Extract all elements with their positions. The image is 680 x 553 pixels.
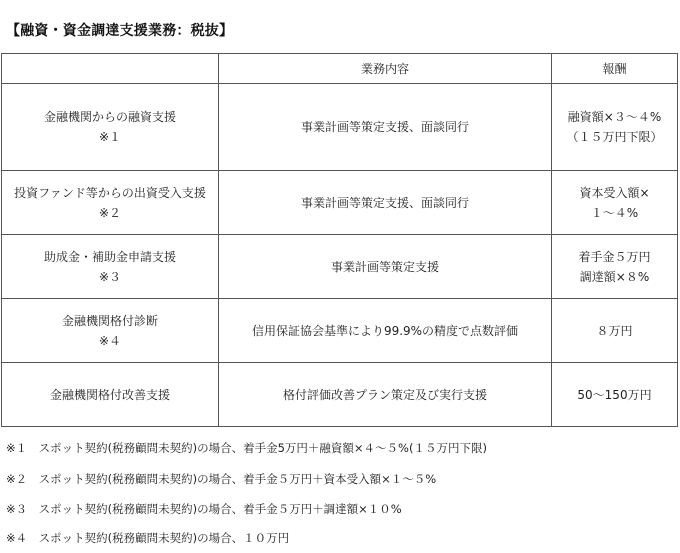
header-service <box>2 54 219 84</box>
fee-line: 着手金５万円 <box>578 249 651 264</box>
table-row <box>2 299 678 363</box>
footnote: ※１ スポット契約(税務顧問未契約)の場合、着手金5万円＋融資額×４～５%(１５万円下限) <box>6 441 487 455</box>
fee-cell <box>552 235 678 299</box>
fee-cell: ８万円 <box>552 299 678 363</box>
content-cell: 信用保証協会基準により99.9%の精度で点数評価 <box>219 299 552 363</box>
fee-cell: 50～150万円 <box>552 363 678 427</box>
service-cell <box>2 235 219 299</box>
service-cell <box>2 171 219 235</box>
footnote: ※２ スポット契約(税務顧問未契約)の場合、着手金５万円＋資本受入額×１～５% <box>6 472 437 486</box>
fee-line: １～４% <box>590 205 639 220</box>
footnote: ※３ スポット契約(税務顧問未契約)の場合、着手金５万円＋調達額×１０% <box>6 502 402 516</box>
service-name: 助成金・補助金申請支援 <box>43 249 176 264</box>
note-mark: ※１ <box>98 130 122 144</box>
table-row <box>2 363 678 427</box>
service-cell <box>2 84 219 171</box>
fee-cell <box>552 171 678 235</box>
page-title: 【融資・資金調達支援業務：税抜】 <box>6 23 234 39</box>
note-mark: ※４ <box>98 333 122 348</box>
content-cell: 格付評価改善プラン策定及び実行支援 <box>219 363 552 427</box>
header-fee: 報酬 <box>552 54 678 84</box>
table-header-row <box>2 54 678 84</box>
service-name: 金融機関格付診断 <box>61 313 158 328</box>
service-name: 投資ファンド等からの出資受入支援 <box>14 185 206 200</box>
service-cell: 金融機関格付改善支援 <box>2 363 219 427</box>
content-cell: 事業計画等策定支援 <box>219 235 552 299</box>
fee-table <box>1 53 678 427</box>
note-mark: ※３ <box>98 269 122 284</box>
footnote: ※４ スポット契約(税務顧問未契約)の場合、１０万円 <box>6 531 290 545</box>
fee-cell <box>552 84 678 171</box>
content-cell: 事業計画等策定支援、面談同行 <box>219 171 552 235</box>
table-row <box>2 171 678 235</box>
fee-line: 融資額×３～４% <box>567 110 662 124</box>
note-mark: ※２ <box>98 205 122 220</box>
content-cell: 事業計画等策定支援、面談同行 <box>219 84 552 171</box>
service-name: 金融機関からの融資支援 <box>43 110 176 124</box>
fee-line: 調達額×８% <box>579 269 650 284</box>
table-row <box>2 84 678 171</box>
header-content: 業務内容 <box>219 54 552 84</box>
fee-line: 資本受入額× <box>579 185 650 200</box>
fee-line: （１５万円下限） <box>566 130 663 144</box>
service-cell <box>2 299 219 363</box>
table-row <box>2 235 678 299</box>
